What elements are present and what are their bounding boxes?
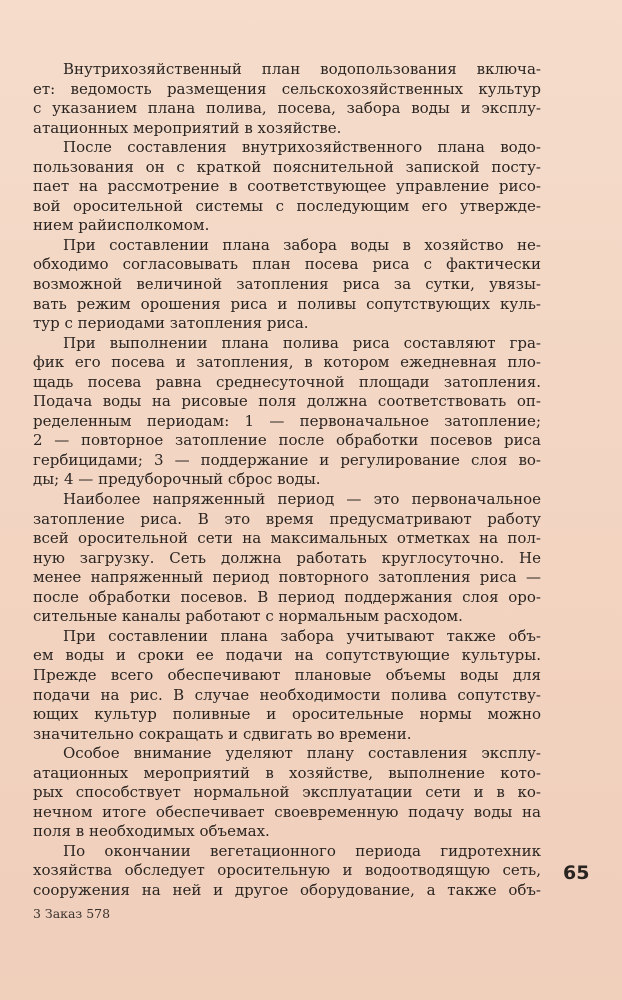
text-line: сительные каналы работают с нормальным расходом. bbox=[33, 607, 463, 626]
text-line: По окончании вегетационного периода гидротехник bbox=[63, 841, 541, 860]
paragraph bbox=[33, 842, 541, 901]
text-line: Наиболее напряженный период — это первоначальное bbox=[63, 490, 541, 509]
text-line: хозяйства обследует оросительную и водоотводящую сеть, bbox=[33, 861, 541, 880]
footer-note: 3 Заказ 578 bbox=[33, 906, 111, 921]
text-line: значительно сокращать и сдвигать во времени. bbox=[33, 724, 412, 743]
text-line: щадь посева равна среднесуточной площади затопления. bbox=[33, 372, 541, 391]
text-line: Внутрихозяйственный план водопользования включа- bbox=[63, 60, 541, 78]
text-line: нием райисполкомом. bbox=[33, 216, 210, 235]
text-line: ем воды и сроки ее подачи на сопутствующие культуры. bbox=[33, 646, 541, 665]
text-line: гербицидами; 3 — поддержание и регулирование слоя во- bbox=[33, 450, 541, 469]
text-line: поля в необходимых объемах. bbox=[33, 822, 270, 841]
paragraph bbox=[33, 627, 541, 744]
text-line: Прежде всего обеспечивают плановые объемы воды для bbox=[33, 665, 541, 684]
paragraph bbox=[33, 236, 541, 334]
text-line: атационных мероприятий в хозяйстве. bbox=[33, 118, 342, 137]
text-line: ющих культур поливные и оросительные нормы можно bbox=[33, 705, 541, 724]
page-number: 65 bbox=[563, 862, 590, 884]
paragraph bbox=[33, 334, 541, 490]
text-line: возможной величиной затопления риса за сутки, увязы- bbox=[33, 275, 541, 294]
text-line: обходимо согласовывать план посева риса с фактически bbox=[33, 255, 541, 274]
text-line: фик его посева и затопления, в котором ежедневная пло- bbox=[33, 353, 541, 372]
text-line: ную загрузку. Сеть должна работать круглосуточно. Не bbox=[33, 548, 541, 567]
text-line: тур с периодами затопления риса. bbox=[33, 314, 309, 333]
text-line: 2 — повторное затопление после обработки посевов риса bbox=[33, 431, 541, 450]
text-line: Подача воды на рисовые поля должна соответствовать оп- bbox=[33, 392, 541, 411]
text-line: рых способствует нормальной эксплуатации сети и в ко- bbox=[33, 783, 541, 802]
paragraph bbox=[33, 138, 541, 236]
text-line: вать режим орошения риса и поливы сопутствующих куль- bbox=[33, 294, 541, 313]
text-line: При составлении плана забора воды в хозяйство не- bbox=[63, 235, 541, 254]
text-line: менее напряженный период повторного затопления риса — bbox=[33, 568, 541, 587]
body-text bbox=[33, 60, 541, 901]
text-line: после обработки посевов. В период поддержания слоя оро- bbox=[33, 587, 541, 606]
paragraph bbox=[33, 744, 541, 842]
text-line: Особое внимание уделяют плану составления эксплу- bbox=[63, 744, 541, 763]
text-line: затопление риса. В это время предусматривают работу bbox=[33, 509, 541, 528]
text-line: атационных мероприятий в хозяйстве, выполнение кото- bbox=[33, 763, 541, 782]
text-line: пользования он с краткой пояснительной запиской посту- bbox=[33, 157, 541, 176]
text-line: пает на рассмотрение в соответствующее управление рисо- bbox=[33, 177, 541, 196]
text-line: При составлении плана забора учитывают также объ- bbox=[63, 626, 541, 645]
paragraph bbox=[33, 60, 541, 138]
text-line: нечном итоге обеспечивает своевременную подачу воды на bbox=[33, 802, 541, 821]
text-line: ды; 4 — предуборочный сброс воды. bbox=[33, 470, 321, 489]
text-line: ределенным периодам: 1 — первоначальное затопление; bbox=[33, 411, 541, 430]
text-line: ет: ведомость размещения сельскохозяйственных культур bbox=[33, 79, 541, 98]
text-line: При выполнении плана полива риса составляют гра- bbox=[63, 333, 541, 352]
paragraph bbox=[33, 490, 541, 627]
text-line: вой оросительной системы с последующим его утвержде- bbox=[33, 196, 541, 215]
text-line: с указанием плана полива, посева, забора воды и эксплу- bbox=[33, 99, 541, 118]
text-line: подачи на рис. В случае необходимости полива сопутству- bbox=[33, 685, 541, 704]
text-line: сооружения на ней и другое оборудование, а также объ- bbox=[33, 880, 541, 899]
text-line: После составления внутрихозяйственного плана водо- bbox=[63, 138, 541, 157]
text-line: всей оросительной сети на максимальных отметках на пол- bbox=[33, 529, 541, 548]
